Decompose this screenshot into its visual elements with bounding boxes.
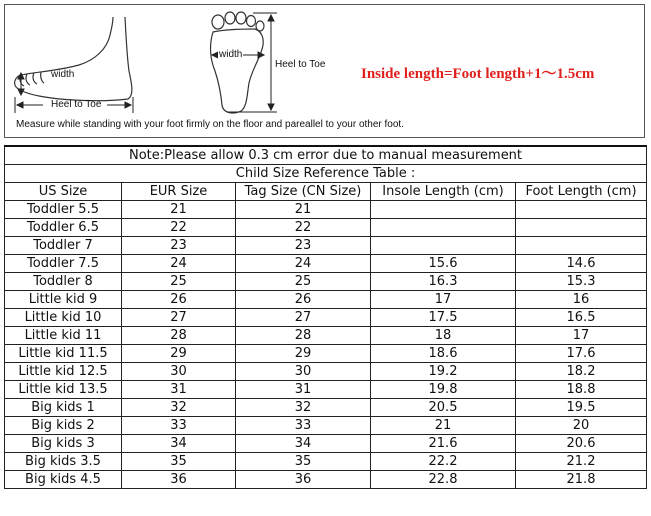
tag-size-cell: 31 xyxy=(236,381,371,399)
table-row xyxy=(5,291,647,309)
table-row xyxy=(5,255,647,273)
tag-size-cell: 34 xyxy=(236,435,371,453)
tag-size-cell: 28 xyxy=(236,327,371,345)
header-us-size: US Size xyxy=(5,183,122,201)
insole-length-cell: 22.8 xyxy=(371,471,516,489)
table-row xyxy=(5,381,647,399)
tag-size-cell: 24 xyxy=(236,255,371,273)
us-size-cell: Big kids 2 xyxy=(5,417,122,435)
foot-length-cell: 14.6 xyxy=(516,255,647,273)
foot-length-cell: 17.6 xyxy=(516,345,647,363)
foot-length-cell: 16 xyxy=(516,291,647,309)
us-size-cell: Little kid 11 xyxy=(5,327,122,345)
foot-length-cell: 19.5 xyxy=(516,399,647,417)
us-size-cell: Little kid 9 xyxy=(5,291,122,309)
us-size-cell: Little kid 10 xyxy=(5,309,122,327)
title-row xyxy=(5,165,647,183)
foot-side-view-illustration xyxy=(15,17,132,101)
insole-length-cell: 16.3 xyxy=(371,273,516,291)
eur-size-cell: 36 xyxy=(122,471,236,489)
table-row xyxy=(5,399,647,417)
measurement-error-note: Note:Please allow 0.3 cm error due to manual measurement xyxy=(5,146,647,165)
foot-length-cell: 15.3 xyxy=(516,273,647,291)
insole-length-cell xyxy=(371,237,516,255)
insole-length-cell: 17.5 xyxy=(371,309,516,327)
tag-size-cell: 30 xyxy=(236,363,371,381)
us-size-cell: Toddler 6.5 xyxy=(5,219,122,237)
table-row xyxy=(5,219,647,237)
foot-length-cell: 17 xyxy=(516,327,647,345)
us-size-cell: Big kids 1 xyxy=(5,399,122,417)
foot-sole-view-illustration xyxy=(211,12,264,113)
tag-size-cell: 32 xyxy=(236,399,371,417)
tag-size-cell: 35 xyxy=(236,453,371,471)
us-size-cell: Little kid 11.5 xyxy=(5,345,122,363)
tag-size-cell: 29 xyxy=(236,345,371,363)
tag-size-cell: 26 xyxy=(236,291,371,309)
table-row xyxy=(5,273,647,291)
table-title: Child Size Reference Table : xyxy=(5,165,647,183)
eur-size-cell: 32 xyxy=(122,399,236,417)
header-eur-size: EUR Size xyxy=(122,183,236,201)
us-size-cell: Toddler 7 xyxy=(5,237,122,255)
foot-length-cell: 18.8 xyxy=(516,381,647,399)
eur-size-cell: 33 xyxy=(122,417,236,435)
foot-length-cell xyxy=(516,201,647,219)
table-row xyxy=(5,417,647,435)
insole-length-cell: 18 xyxy=(371,327,516,345)
insole-length-cell: 21.6 xyxy=(371,435,516,453)
header-insole-length: Insole Length (cm) xyxy=(371,183,516,201)
insole-length-cell: 15.6 xyxy=(371,255,516,273)
eur-size-cell: 30 xyxy=(122,363,236,381)
insole-length-cell: 17 xyxy=(371,291,516,309)
insole-length-cell: 18.6 xyxy=(371,345,516,363)
eur-size-cell: 22 xyxy=(122,219,236,237)
eur-size-cell: 35 xyxy=(122,453,236,471)
insole-length-cell xyxy=(371,219,516,237)
side-width-label: width xyxy=(51,69,75,80)
header-row xyxy=(5,183,647,201)
us-size-cell: Toddler 7.5 xyxy=(5,255,122,273)
us-size-cell: Little kid 13.5 xyxy=(5,381,122,399)
eur-size-cell: 34 xyxy=(122,435,236,453)
measurement-banner xyxy=(4,4,645,138)
table-row xyxy=(5,345,647,363)
foot-length-cell: 20 xyxy=(516,417,647,435)
note-row xyxy=(5,146,647,165)
us-size-cell: Little kid 12.5 xyxy=(5,363,122,381)
table-row xyxy=(5,201,647,219)
eur-size-cell: 28 xyxy=(122,327,236,345)
header-foot-length: Foot Length (cm) xyxy=(516,183,647,201)
tag-size-cell: 21 xyxy=(236,201,371,219)
us-size-cell: Toddler 5.5 xyxy=(5,201,122,219)
table-row xyxy=(5,363,647,381)
us-size-cell: Big kids 4.5 xyxy=(5,471,122,489)
table-row xyxy=(5,471,647,489)
tag-size-cell: 33 xyxy=(236,417,371,435)
tag-size-cell: 22 xyxy=(236,219,371,237)
tag-size-cell: 23 xyxy=(236,237,371,255)
tag-size-cell: 36 xyxy=(236,471,371,489)
table-row xyxy=(5,309,647,327)
foot-length-cell: 18.2 xyxy=(516,363,647,381)
eur-size-cell: 24 xyxy=(122,255,236,273)
us-size-cell: Big kids 3 xyxy=(5,435,122,453)
measurement-instruction: Measure while standing with your foot firmly on the floor and pareallel to your other foot. xyxy=(16,119,404,130)
us-size-cell: Toddler 8 xyxy=(5,273,122,291)
header-tag-size: Tag Size (CN Size) xyxy=(236,183,371,201)
us-size-cell: Big kids 3.5 xyxy=(5,453,122,471)
sole-length-arrow xyxy=(227,13,277,112)
foot-length-cell: 21.8 xyxy=(516,471,647,489)
insole-length-cell: 21 xyxy=(371,417,516,435)
eur-size-cell: 27 xyxy=(122,309,236,327)
insole-length-cell: 22.2 xyxy=(371,453,516,471)
tag-size-cell: 25 xyxy=(236,273,371,291)
insole-length-cell: 19.8 xyxy=(371,381,516,399)
table-row xyxy=(5,453,647,471)
size-reference-table xyxy=(4,145,647,489)
side-heel-to-toe-label: Heel to Toe xyxy=(51,99,102,110)
foot-length-cell xyxy=(516,237,647,255)
eur-size-cell: 21 xyxy=(122,201,236,219)
foot-length-cell: 21.2 xyxy=(516,453,647,471)
table-row xyxy=(5,327,647,345)
table-row xyxy=(5,237,647,255)
insole-length-cell: 20.5 xyxy=(371,399,516,417)
eur-size-cell: 31 xyxy=(122,381,236,399)
inside-length-formula: Inside length=Foot length+1～1.5cm xyxy=(361,66,595,82)
insole-length-cell xyxy=(371,201,516,219)
eur-size-cell: 23 xyxy=(122,237,236,255)
tag-size-cell: 27 xyxy=(236,309,371,327)
eur-size-cell: 29 xyxy=(122,345,236,363)
eur-size-cell: 25 xyxy=(122,273,236,291)
foot-length-cell: 16.5 xyxy=(516,309,647,327)
table-row xyxy=(5,435,647,453)
insole-length-cell: 19.2 xyxy=(371,363,516,381)
foot-length-cell: 20.6 xyxy=(516,435,647,453)
eur-size-cell: 26 xyxy=(122,291,236,309)
sole-heel-to-toe-label: Heel to Toe xyxy=(275,59,326,70)
foot-length-cell xyxy=(516,219,647,237)
side-width-arrow xyxy=(18,73,24,95)
sole-width-label: width xyxy=(219,49,243,60)
